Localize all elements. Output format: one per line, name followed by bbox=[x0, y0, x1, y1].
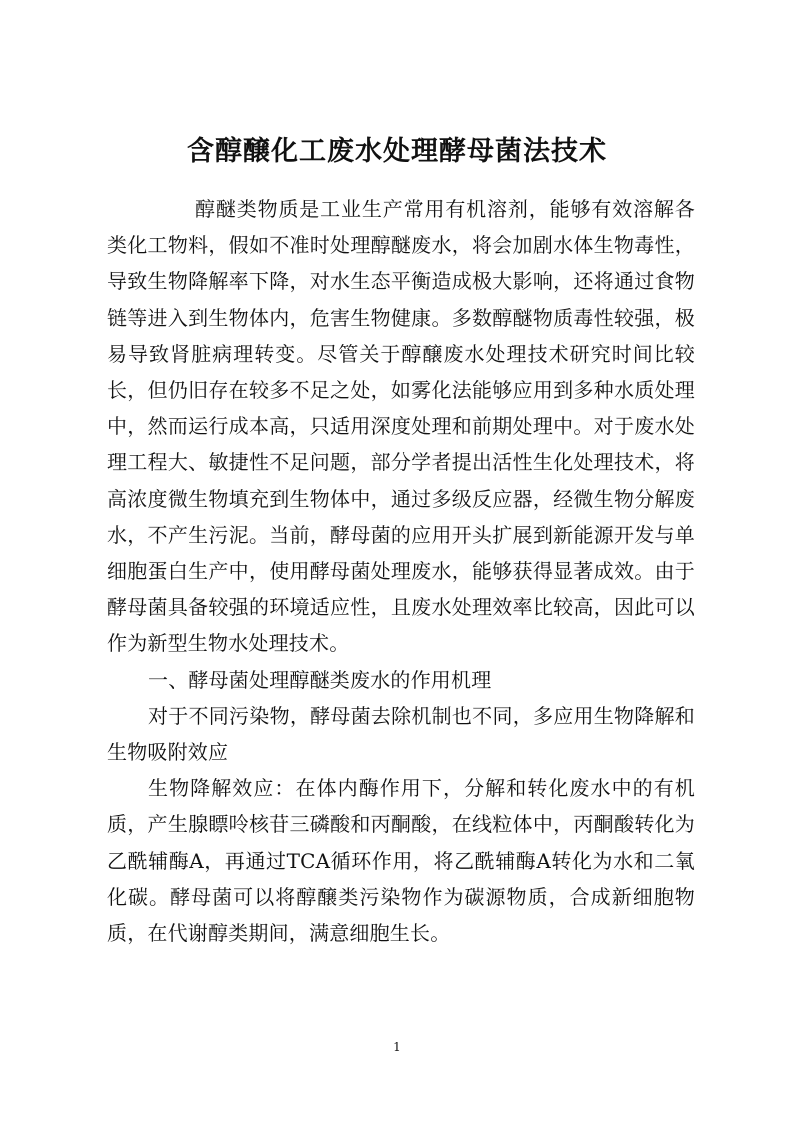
biodegradation-paragraph: 生物降解效应：在体内酶作用下，分解和转化废水中的有机质，产生腺瞟呤核苷三磷酸和丙酮酸，在线粒体中，丙酮酸转化为乙酰辅酶A，再通过TCA循环作用，将乙酰辅酶A转化为水和二氧化碳。酵母菌可以将醇醸类污染物作为碳源物质，合成新细胞物质，在代谢醇类期间，满意细胞生长。 bbox=[107, 776, 695, 946]
intro-paragraph: 醇醚类物质是工业生产常用有机溶剂，能够有效溶解各类化工物料，假如不准时处理醇醚废水，将会加剧水体生物毒性，导致生物降解率下降，对水生态平衡造成极大影响，还将通过食物链等进入到生物体内，危害生物健康。多数醇醚物质毒性较强，极易导致肾脏病理转变。尽管关于醇醸废水处理技术研究时间比较长，但仍旧存在较多不足之处，如雾化法能够应用到多种水质处理中，然而运行成本高，只适用深度处理和前期处理中。对于废水处理工程大、敏捷性不足问题，部分学者提出活性生化处理技术，将高浓度微生物填充到生物体中，通过多级反应器，经微生物分解废水，不产生污泥。当前，酵母菌的应用开头扩展到新能源开发与单细胞蛋白生产中，使用酵母菌处理废水，能够获得显著成效。由于酵母菌具备较强的环境适应性，且废水处理效率比较高，因此可以作为新型生物水处理技术。 bbox=[107, 197, 695, 656]
page-number: 1 bbox=[393, 1040, 401, 1054]
section-heading: 一、酵母菌处理醇醚类废水的作用机理 bbox=[148, 667, 492, 692]
mechanism-paragraph: 对于不同污染物，酵母菌去除机制也不同，多应用生物降解和生物吸附效应 bbox=[107, 703, 695, 765]
document-body bbox=[107, 191, 695, 951]
document-title: 含醇醸化工废水处理酵母菌法技术 bbox=[187, 136, 607, 167]
